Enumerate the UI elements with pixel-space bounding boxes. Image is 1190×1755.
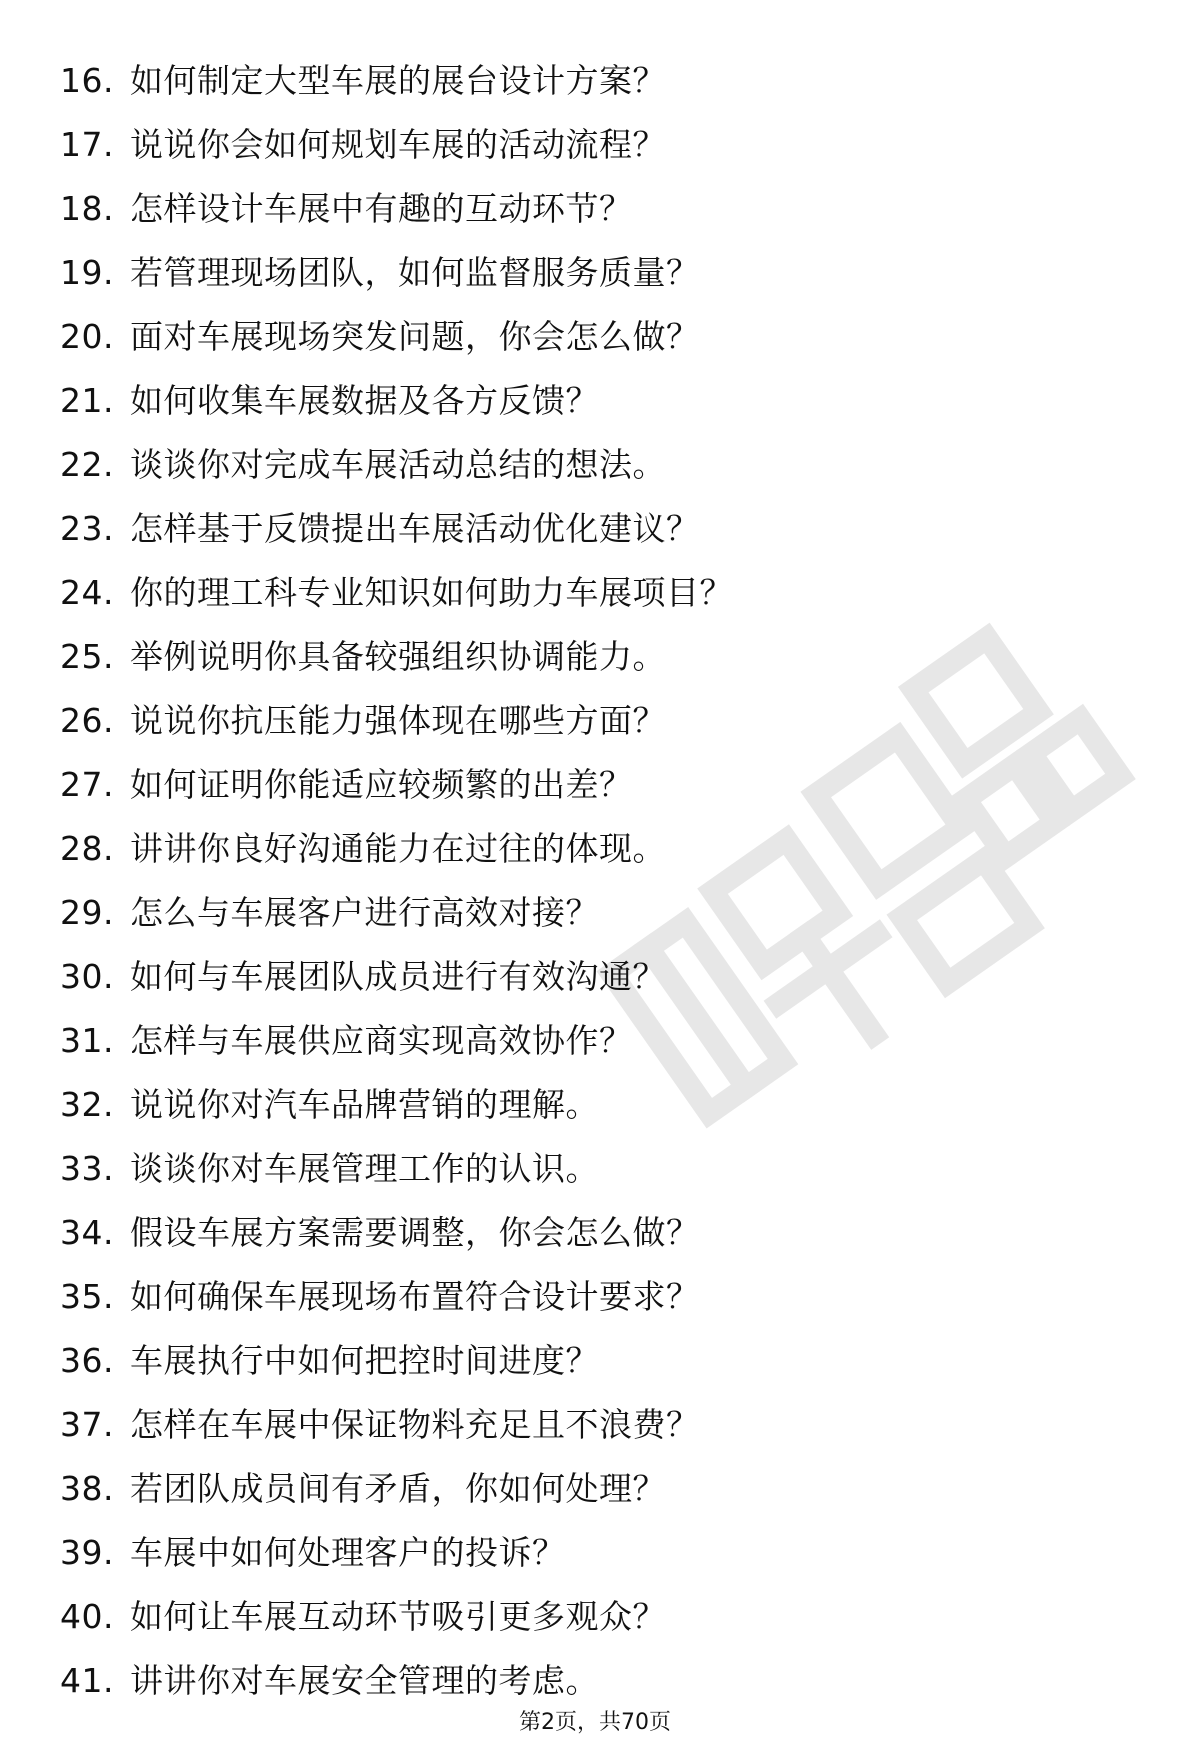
question-text: 谈谈你对车展管理工作的认识。 [130,1148,599,1188]
question-item [60,560,733,624]
question-text: 若管理现场团队，如何监督服务质量？ [130,252,700,292]
question-item [60,1328,733,1392]
question-item [60,816,733,880]
question-text: 车展中如何处理客户的投诉？ [130,1532,566,1572]
question-item [60,432,733,496]
question-text: 如何与车展团队成员进行有效沟通？ [130,956,666,996]
question-number: 18. [60,188,114,228]
question-item [60,1008,733,1072]
question-text: 如何确保车展现场布置符合设计要求？ [130,1276,700,1316]
question-number: 28. [60,828,114,868]
question-item [60,624,733,688]
question-text: 谈谈你对完成车展活动总结的想法。 [130,444,666,484]
question-number: 39. [60,1532,114,1572]
question-item [60,368,733,432]
question-text: 若团队成员间有矛盾，你如何处理？ [130,1468,666,1508]
question-list [60,48,733,1712]
question-text: 说说你会如何规划车展的活动流程？ [130,124,666,164]
question-number: 41. [60,1660,114,1700]
question-text: 面对车展现场突发问题，你会怎么做？ [130,316,700,356]
question-text: 讲讲你良好沟通能力在过往的体现。 [130,828,666,868]
question-number: 20. [60,316,114,356]
question-item [60,688,733,752]
question-number: 38. [60,1468,114,1508]
question-text: 你的理工科专业知识如何助力车展项目？ [130,572,733,612]
page-indicator: 第2页，共70页 [519,1710,671,1735]
question-item [60,752,733,816]
question-text: 车展执行中如何把控时间进度？ [130,1340,599,1380]
question-number: 40. [60,1596,114,1636]
question-number: 22. [60,444,114,484]
question-text: 说说你对汽车品牌营销的理解。 [130,1084,599,1124]
question-number: 33. [60,1148,114,1188]
question-number: 35. [60,1276,114,1316]
question-text: 说说你抗压能力强体现在哪些方面？ [130,700,666,740]
question-text: 如何证明你能适应较频繁的出差？ [130,764,633,804]
question-text: 假设车展方案需要调整，你会怎么做？ [130,1212,700,1252]
question-number: 17. [60,124,114,164]
question-text: 怎样设计车展中有趣的互动环节？ [130,188,633,228]
question-text: 如何制定大型车展的展台设计方案？ [130,60,666,100]
question-item [60,112,733,176]
question-item [60,304,733,368]
question-item [60,1520,733,1584]
question-item [60,240,733,304]
question-text: 怎样在车展中保证物料充足且不浪费？ [130,1404,700,1444]
question-item [60,1392,733,1456]
question-item [60,1456,733,1520]
question-number: 31. [60,1020,114,1060]
question-text: 讲讲你对车展安全管理的考虑。 [130,1660,599,1700]
question-number: 32. [60,1084,114,1124]
question-item [60,944,733,1008]
question-item [60,1072,733,1136]
question-number: 25. [60,636,114,676]
question-item [60,1584,733,1648]
question-item [60,1200,733,1264]
question-number: 23. [60,508,114,548]
question-number: 19. [60,252,114,292]
question-text: 怎样基于反馈提出车展活动优化建议？ [130,508,700,548]
question-number: 27. [60,764,114,804]
question-item [60,1648,733,1712]
question-number: 37. [60,1404,114,1444]
question-item [60,48,733,112]
question-text: 举例说明你具备较强组织协调能力。 [130,636,666,676]
question-number: 30. [60,956,114,996]
question-number: 21. [60,380,114,420]
question-item [60,176,733,240]
question-text: 怎样与车展供应商实现高效协作？ [130,1020,633,1060]
question-item [60,1264,733,1328]
question-text: 怎么与车展客户进行高效对接？ [130,892,599,932]
question-number: 26. [60,700,114,740]
question-number: 34. [60,1212,114,1252]
question-number: 36. [60,1340,114,1380]
question-number: 29. [60,892,114,932]
question-item [60,880,733,944]
question-item [60,1136,733,1200]
question-text: 如何收集车展数据及各方反馈？ [130,380,599,420]
question-item [60,496,733,560]
question-number: 16. [60,60,114,100]
question-text: 如何让车展互动环节吸引更多观众？ [130,1596,666,1636]
question-number: 24. [60,572,114,612]
